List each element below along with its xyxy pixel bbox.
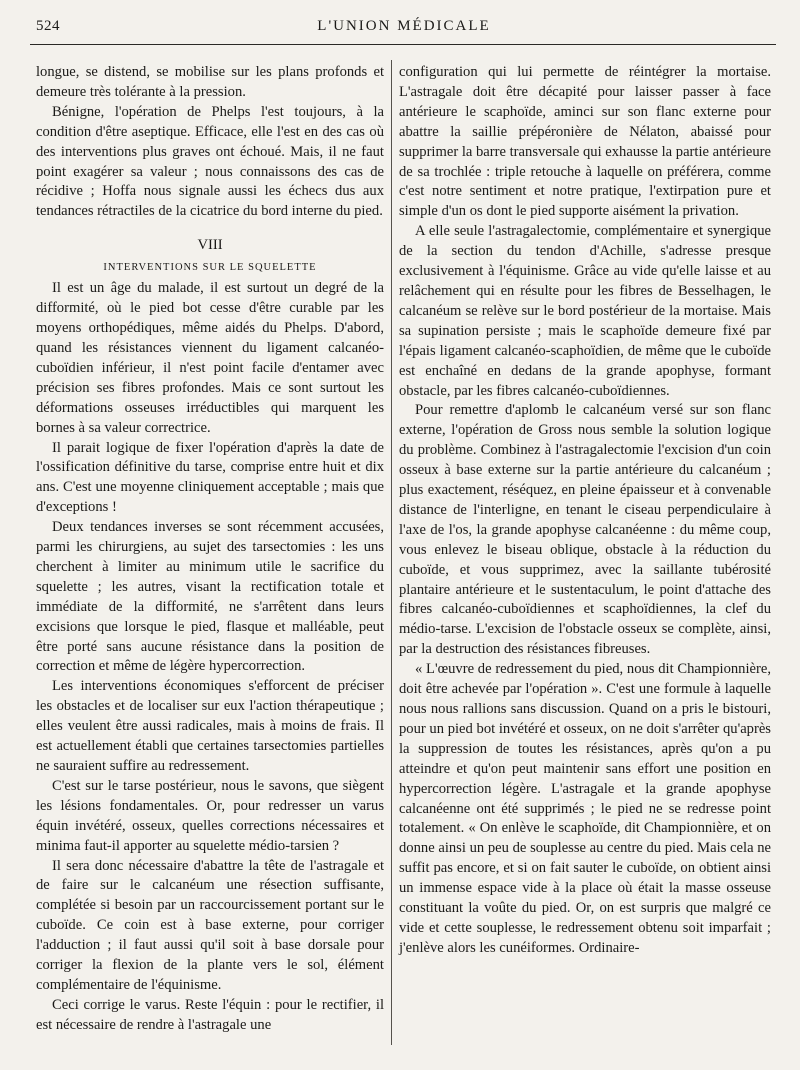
paragraph: Il sera donc nécessaire d'abattre la tête de l'astragale et de faire sur le calcanéum une résection suffisante, complétée si besoin par un raccourcissement portant sur le cuboïde. Ce coin est à base externe, pour corriger l'adduction ; il faut aussi qu'il soit à base dorsale pour corriger la flexion de la plante vers le sol, élément complémentaire de l'équinisme. <box>36 857 384 993</box>
section-title: INTERVENTIONS SUR LE SQUELETTE <box>103 262 317 274</box>
header-rule <box>30 44 776 45</box>
paragraph: configuration qui lui permette de réintégrer la mortaise. L'astragale doit être décapité pour laisser passer à face antérieure le scaphoïde, aminci sur son flanc externe pour abattre la saillie prépéronière de Nélaton, abaissé pour supprimer la barre transversale qui exhausse la partie antérieure de sa trochlée : triple retouche à laquelle on préférera, comme c'est notre sentiment et notre pratique, l'extirpation pure et simple d'un os dont le pied supporte aisément la privation. <box>399 64 771 220</box>
paragraph: C'est sur le tarse postérieur, nous le savons, que siègent les lésions fondamentales. Or, pour redresser un varus équin invétéré, osseux, quelles corrections nécessaires et minima faut-il apporter au squelette médio-tarsien ? <box>36 777 384 854</box>
paragraph: Il parait logique de fixer l'opération d'après la date de l'ossification définitive du tarse, comprise entre huit et dix ans. C'est une moyenne cliniquement acceptable ; mais que d'exceptions ! <box>36 439 384 516</box>
paragraph: « L'œuvre de redressement du pied, nous dit Championnière, doit être achevée par l'opération ». C'est une formule à laquelle nous nous rallions sans discussion. Quand on a pris le bistouri, pour un pied bot invétéré et osseux, on ne doit s'arrêter qu'après la suppression de toutes les résistances, après qu'on a pu atteindre et qu'on peut maintenir sans effort une position en hypercorrection légère. L'astragale et la grande apophyse calcanéenne ont été supprimés ; le pied ne se redresse point totalement. « On enlève le scaphoïde, dit Championnière, et on donne ainsi un peu de souplesse au centre du pied. Mais cela ne suffit pas encore, et si on fait sauter le cuboïde, on obtient ainsi un immense espace vide à la place où était la masse osseuse constituant la voûte du pied. Or, on est surpris que malgré ce vide et cette souplesse, le redressement obtenu soit imparfait ; j'enlève alors les cunéiformes. Ordinaire- <box>399 661 771 956</box>
journal-title: L'UNION MÉDICALE <box>317 18 491 34</box>
paragraph: Il est un âge du malade, il est surtout un degré de la difformité, où le pied bot cesse d'être curable par les moyens orthopédiques, même aidés du Phelps. D'abord, quand les résistances viennent du ligament calcanéo-cuboïdien inférieur, il n'est point facile d'entamer avec précision ses fibres profondes. Mais ce sont surtout les déformations osseuses irréductibles qui marquent les bornes à sa valeur correctrice. <box>36 280 384 436</box>
right-column <box>399 63 771 959</box>
paragraph: Ceci corrige le varus. Reste l'équin : pour le rectifier, il est nécessaire de rendre à l'astragale une <box>36 996 384 1033</box>
section-number: VIII <box>197 237 223 254</box>
paragraph: Bénigne, l'opération de Phelps l'est toujours, à la condition d'être aseptique. Efficace, elle l'est en des cas où des interventions plus graves ont échoué. Mais, il ne faut point exagérer sa valeur ; nous connaissons des cas de récidive ; Hoffa nous signale aussi les échecs dus aux tendances rétractiles de la cicatrice du bord interne du pied. <box>36 103 384 220</box>
paragraph: A elle seule l'astragalectomie, complémentaire et synergique de la section du tendon d'Achille, s'adresse presque exclusivement à l'équinisme. Grâce au vide qu'elle laisse et au relâchement qui en résulte pour les fibres de Besselhagen, le calcanéum se relève sur le bord postérieur de la mortaise. Mais sa supination persiste ; mais le scaphoïde demeure fixé par l'épais ligament calcanéo-scaphoïdien, de même que le cuboïde est enchaîné en dedans de la grande apophyse, formant obstacle, par les fibres calcanéo-cuboïdiennes. <box>399 223 771 399</box>
left-column <box>36 63 384 1036</box>
paragraph: Deux tendances inverses se sont récemment accusées, parmi les chirurgiens, au sujet des tarsectomies : les uns cherchent à limiter au minimum utile le sacrifice du squelette ; les autres, visant la rectification totale et immédiate de la difformité, ne s'arrêtent dans leurs excisions que lorsque le pied, flasque et malléable, peut être porté sans aucune résistance dans la position de correction et même de légère hypercorrection. <box>36 519 384 675</box>
paragraph: Les interventions économiques s'efforcent de préciser les obstacles et de localiser sur eux l'action thérapeutique ; elles veulent être aussi radicales, mais à moins de frais. Il est actuellement établi que certaines tarsectomies partielles ne sauraient suffire au redressement. <box>36 678 384 774</box>
page-number: 524 <box>36 18 60 34</box>
page-header <box>36 18 772 42</box>
paragraph: Pour remettre d'aplomb le calcanéum versé sur son flanc externe, l'opération de Gross nous semble la solution logique du problème. Combinez à l'astragalectomie l'excision d'un coin osseux à base externe sur la partie antérieure du calcanéum ; plus exactement, réséquez, en pleine épaisseur et à convenable distance de l'interligne, en tenant le ciseau perpendiculaire à l'axe de l'os, la grande apophyse calcanéenne : du même coup, vous enlevez le biseau oblique, obstacle à la réduction du cuboïde, et vous supprimez, avec la saillante tubérosité plantaire antérieure et le sustentaculum, le point d'attache des fibres calcanéo-cuboïdiennes et scaphoïdiennes, la clef du médio-tarse. L'excision de l'obstacle osseux se complète, ainsi, par la destruction des résistances fibreuses. <box>399 402 771 658</box>
column-divider <box>391 60 392 1045</box>
paragraph: longue, se distend, se mobilise sur les plans profonds et demeure très tolérante à la pression. <box>36 64 384 100</box>
